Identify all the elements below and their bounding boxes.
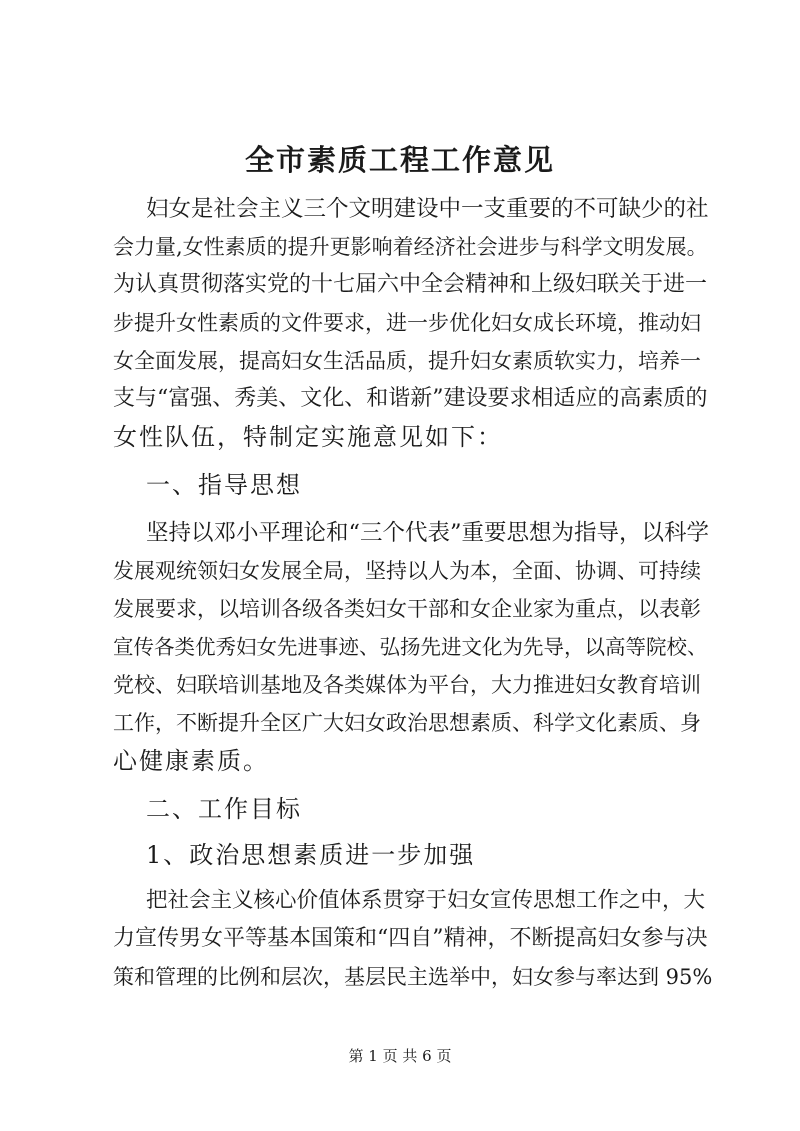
paragraph-line: 宣传各类优秀妇女先进事迹、弘扬先进文化为先导，以高等院校、 <box>113 635 708 659</box>
section-heading-work-goals: 二、工作目标 <box>146 795 302 823</box>
paragraph-line: 发展观统领妇女发展全局，坚持以人为本，全面、协调、可持续 <box>113 559 701 583</box>
paragraph-line: 坚持以邓小平理论和“三个代表”重要思想为指导，以科学 <box>146 520 710 546</box>
paragraph-line: 妇女是社会主义三个文明建设中一支重要的不可缺少的社 <box>146 196 709 222</box>
paragraph-line: 把社会主义核心价值体系贯穿于妇女宣传思想工作之中，大 <box>146 888 706 913</box>
paragraph-line: 为认真贯彻落实党的十七届六中全会精神和上级妇联关于进一 <box>113 272 708 297</box>
paragraph-line: 心健康素质。 <box>113 747 269 775</box>
paragraph-line: 党校、妇联培训基地及各类媒体为平台，大力推进妇女教育培训 <box>113 673 701 697</box>
paragraph-line: 步提升女性素质的文件要求，进一步优化妇女成长环境，推动妇 <box>113 311 701 335</box>
paragraph-line: 女性队伍，特制定实施意见如下： <box>113 423 503 451</box>
paragraph-line: 支与“富强、秀美、文化、和谐新”建设要求相适应的高素质的 <box>113 386 708 411</box>
paragraph-line: 工作，不断提升全区广大妇女政治思想素质、科学文化素质、身 <box>113 711 701 735</box>
paragraph-line: 女全面发展，提高妇女生活品质，提升妇女素质软实力，培养一 <box>113 349 701 373</box>
page-number-footer: 第 1 页 共 6 页 <box>348 1047 452 1065</box>
paragraph-line: 发展要求，以培训各级各类妇女干部和女企业家为重点，以表彰 <box>113 597 701 621</box>
paragraph-line: 策和管理的比例和层次，基层民主选举中，妇女参与率达到 95% <box>113 965 713 989</box>
document-title: 全市素质工程工作意见 <box>244 143 555 177</box>
section-heading-guiding-ideology: 一、指导思想 <box>146 471 302 499</box>
subsection-heading: 1、政治思想素质进一步加强 <box>146 841 476 869</box>
paragraph-line: 力宣传男女平等基本国策和“四自”精神，不断提高妇女参与决 <box>113 926 708 951</box>
paragraph-line: 会力量,女性素质的提升更影响着经济社会进步与科学文明发展。 <box>113 235 708 259</box>
